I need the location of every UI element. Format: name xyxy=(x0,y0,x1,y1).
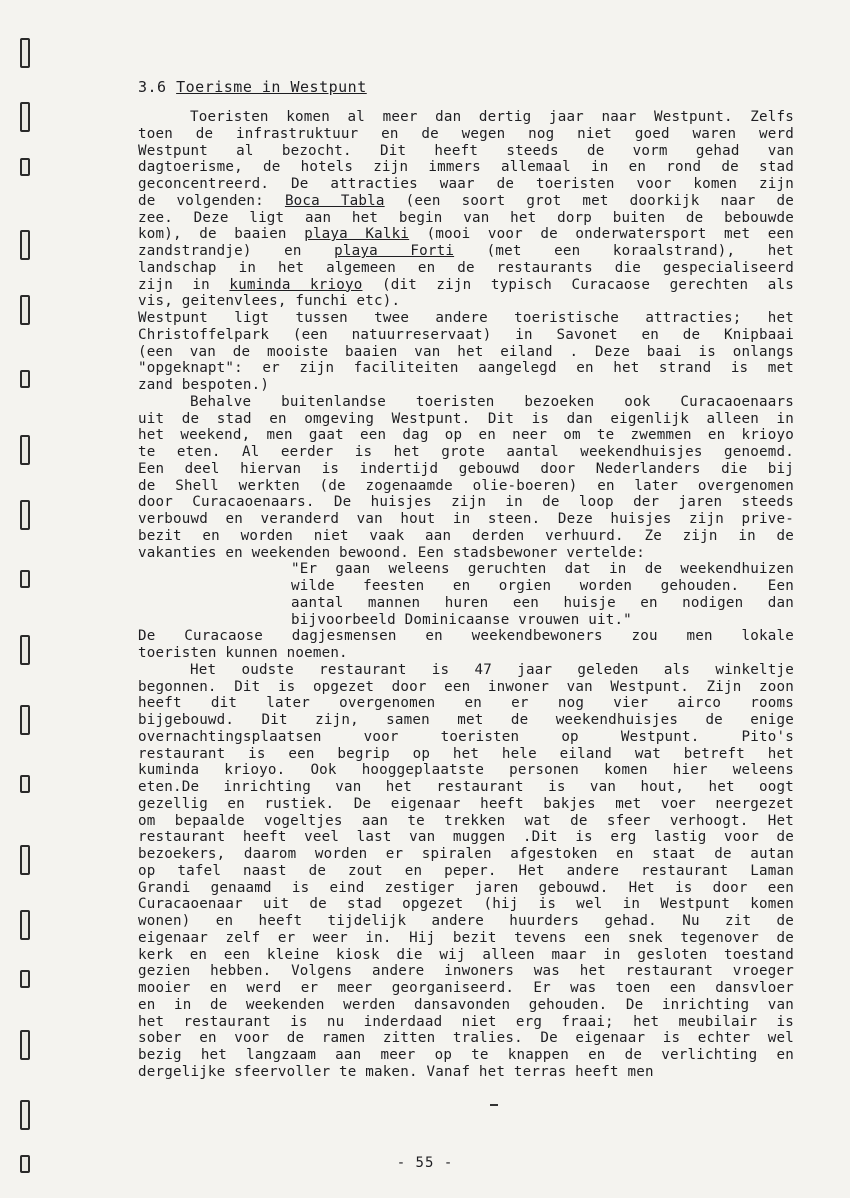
text-line: op tafel naast de zout en peper. Het andere restaurant Laman xyxy=(138,862,794,879)
binding-mark xyxy=(20,370,30,388)
binding-mark xyxy=(20,38,30,68)
binding-mark xyxy=(20,158,30,176)
text-line: zandstrandje) en playa Forti (met een koraalstrand), het xyxy=(138,243,794,259)
text-line: Behalve buitenlandse toeristen bezoeken ook Curacaoenaars xyxy=(190,393,794,410)
text-line: zee. Deze ligt aan het begin van het dorp buiten de bebouwde xyxy=(138,209,794,226)
binding-mark xyxy=(20,230,30,260)
text-line: wonen) en heeft tijdelijk andere huurders gehad. Nu zit de xyxy=(138,913,794,929)
text-line: geconcentreerd. De attracties waar de toeristen voor komen zijn xyxy=(138,176,794,192)
block-quote xyxy=(138,561,794,628)
text-line: vis, geitenvlees, funchi etc). xyxy=(138,293,401,310)
text-line: om bepaalde vogeltjes aan te trekken wat de sfeer verhoogt. Het xyxy=(138,812,794,829)
text-line: Grandi genaamd is eind zestiger jaren gebouwd. Het is door een xyxy=(138,879,794,896)
binding-mark xyxy=(20,435,30,465)
paragraph xyxy=(138,394,794,562)
text-line: toen de infrastruktuur en de wegen nog niet goed waren werd xyxy=(138,125,794,142)
text-line: te eten. Al eerder is het grote aantal weekendhuisjes genoemd. xyxy=(138,444,794,460)
underlined-term: kuminda krioyo xyxy=(229,276,363,293)
binding-mark xyxy=(20,845,30,875)
text-line: overnachtingsplaatsen voor toeristen op Westpunt. Pito's xyxy=(138,728,794,745)
text-line: Curacaoenaar uit de stad opgezet (hij is wel in Westpunt komen xyxy=(138,896,794,913)
paragraph xyxy=(138,310,794,394)
text-line: het restaurant is nu inderdaad niet erg fraai; het meubilair is xyxy=(138,1013,794,1030)
paragraph xyxy=(138,109,794,310)
text-line: restaurant heeft veel last van muggen .Dit is erg lastig voor de xyxy=(138,829,794,846)
text-line: restaurant is een begrip op het hele eiland wat betreft het xyxy=(138,745,794,762)
binding-holes xyxy=(14,30,38,1180)
binding-mark xyxy=(20,102,30,132)
text-line: en in de weekenden werden dansavonden gehouden. De inrichting van xyxy=(138,996,794,1013)
underlined-term: playa Kalki xyxy=(304,226,410,243)
text-line: wilde feesten en orgien worden gehouden. Een xyxy=(291,578,794,594)
text-line: bezoekers, daarom worden er spiralen afgestoken en staat de autan xyxy=(138,846,794,862)
section-number: 3.6 xyxy=(138,78,167,96)
stray-mark xyxy=(490,1104,498,1106)
underlined-term: Boca Tabla xyxy=(284,192,385,209)
text-line: dergelijke sfeervoller te maken. Vanaf het terras heeft men xyxy=(138,1063,654,1080)
text-line: bezit en worden niet vaak aan derden verhuurd. Ze zijn in de xyxy=(138,527,794,544)
text-line: dagtoerisme, de hotels zijn immers allemaal in en rond de stad xyxy=(138,159,794,176)
page-number: - 55 - xyxy=(396,1155,454,1171)
text-line: Een deel hiervan is indertijd gebouwd door Nederlanders die bij xyxy=(138,460,794,477)
text-line: eigenaar zelf er weer in. Hij bezit tevens een snek tegenover de xyxy=(138,929,794,946)
text-line: de volgenden: Boca Tabla (een soort grot met doorkijk naar de xyxy=(138,192,794,209)
text-line: toeristen kunnen noemen. xyxy=(138,645,348,661)
binding-mark xyxy=(20,970,30,988)
text-line: heeft dit later overgenomen en er nog vier airco rooms xyxy=(138,695,794,712)
binding-mark xyxy=(20,705,30,735)
text-line: zijn in kuminda krioyo (dit zijn typisch Curacaose gerechten als xyxy=(138,276,794,293)
underlined-term: playa Forti xyxy=(334,243,455,259)
binding-mark xyxy=(20,1030,30,1060)
text-line: bezig het langzaam aan meer op te knappen en de verlichting en xyxy=(138,1047,794,1063)
text-line: vakanties en weekenden bewoond. Een stadsbewoner vertelde: xyxy=(138,544,646,561)
text-line: gezien hebben. Volgens andere inwoners was het restaurant vroeger xyxy=(138,963,794,980)
section-title: Toerisme in Westpunt xyxy=(176,78,367,96)
text-line: landschap in het algemeen en de restaurants die gespecialiseerd xyxy=(138,259,794,276)
text-line: Westpunt al bezocht. Dit heeft steeds de vorm gehad van xyxy=(138,142,794,159)
text-line: door Curacaoenaars. De huisjes zijn in de loop der jaren steeds xyxy=(138,494,794,511)
paragraph xyxy=(138,628,794,662)
text-line: kom), de baaien playa Kalki (mooi voor de onderwatersport met een xyxy=(138,226,794,243)
text-line: (een van de mooiste baaien van het eiland . Deze baai is onlangs xyxy=(138,343,794,360)
binding-mark xyxy=(20,295,30,325)
text-line: Toeristen komen al meer dan dertig jaar naar Westpunt. Zelfs xyxy=(190,109,794,125)
text-line: verbouwd en veranderd van hout in steen. Deze huisjes zijn prive- xyxy=(138,511,794,527)
paragraph xyxy=(138,662,794,1081)
binding-mark xyxy=(20,910,30,940)
binding-mark xyxy=(20,570,30,588)
text-line: aantal mannen huren een huisje en nodigen dan xyxy=(291,594,794,611)
text-line: De Curacaose dagjesmensen en weekendbewoners zou men lokale xyxy=(138,628,794,645)
section-heading xyxy=(138,78,367,96)
text-line: eten.De inrichting van het restaurant is van hout, het oogt xyxy=(138,779,794,795)
text-line: Christoffelpark (een natuurreservaat) in Savonet en de Knipbaai xyxy=(138,326,794,343)
text-line: mooier en werd er meer georganiseerd. Er was toen een dansvloer xyxy=(138,980,794,996)
text-line: begonnen. Dit is opgezet door een inwoner van Westpunt. Zijn zoon xyxy=(138,678,794,695)
text-line: uit de stad en omgeving Westpunt. Dit is dan eigenlijk alleen in xyxy=(138,410,794,427)
text-line: "Er gaan weleens geruchten dat in de weekendhuizen xyxy=(291,561,794,578)
text-line: sober en voor de ramen zitten tralies. De eigenaar is echter wel xyxy=(138,1030,794,1047)
text-line: het weekend, men gaat een dag op en neer om te zwemmen en krioyo xyxy=(138,427,794,444)
binding-mark xyxy=(20,775,30,793)
text-line: Westpunt ligt tussen twee andere toeristische attracties; het xyxy=(138,310,794,326)
text-line: gezellig en rustiek. De eigenaar heeft bakjes met voer neergezet xyxy=(138,795,794,812)
binding-mark xyxy=(20,500,30,530)
text-line: Het oudste restaurant is 47 jaar geleden als winkeltje xyxy=(190,661,794,678)
text-line: "opgeknapt": er zijn faciliteiten aangelegd en het strand is met xyxy=(138,360,794,377)
text-line: kerk en een kleine kiosk die wij alleen maar in gesloten toestand xyxy=(138,946,794,963)
text-line: zand bespoten.) xyxy=(138,377,270,393)
binding-mark xyxy=(20,1100,30,1130)
body-text xyxy=(138,109,794,1081)
text-line: kuminda krioyo. Ook hooggeplaatste personen komen hier weleens xyxy=(138,762,794,779)
text-line: bijvoorbeeld Dominicaanse vrouwen uit." xyxy=(291,611,632,628)
text-line: bijgebouwd. Dit zijn, samen met de weekendhuisjes de enige xyxy=(138,712,794,728)
text-line: de Shell werkten (de zogenaamde olie-boeren) en later overgenomen xyxy=(138,477,794,494)
binding-mark xyxy=(20,635,30,665)
